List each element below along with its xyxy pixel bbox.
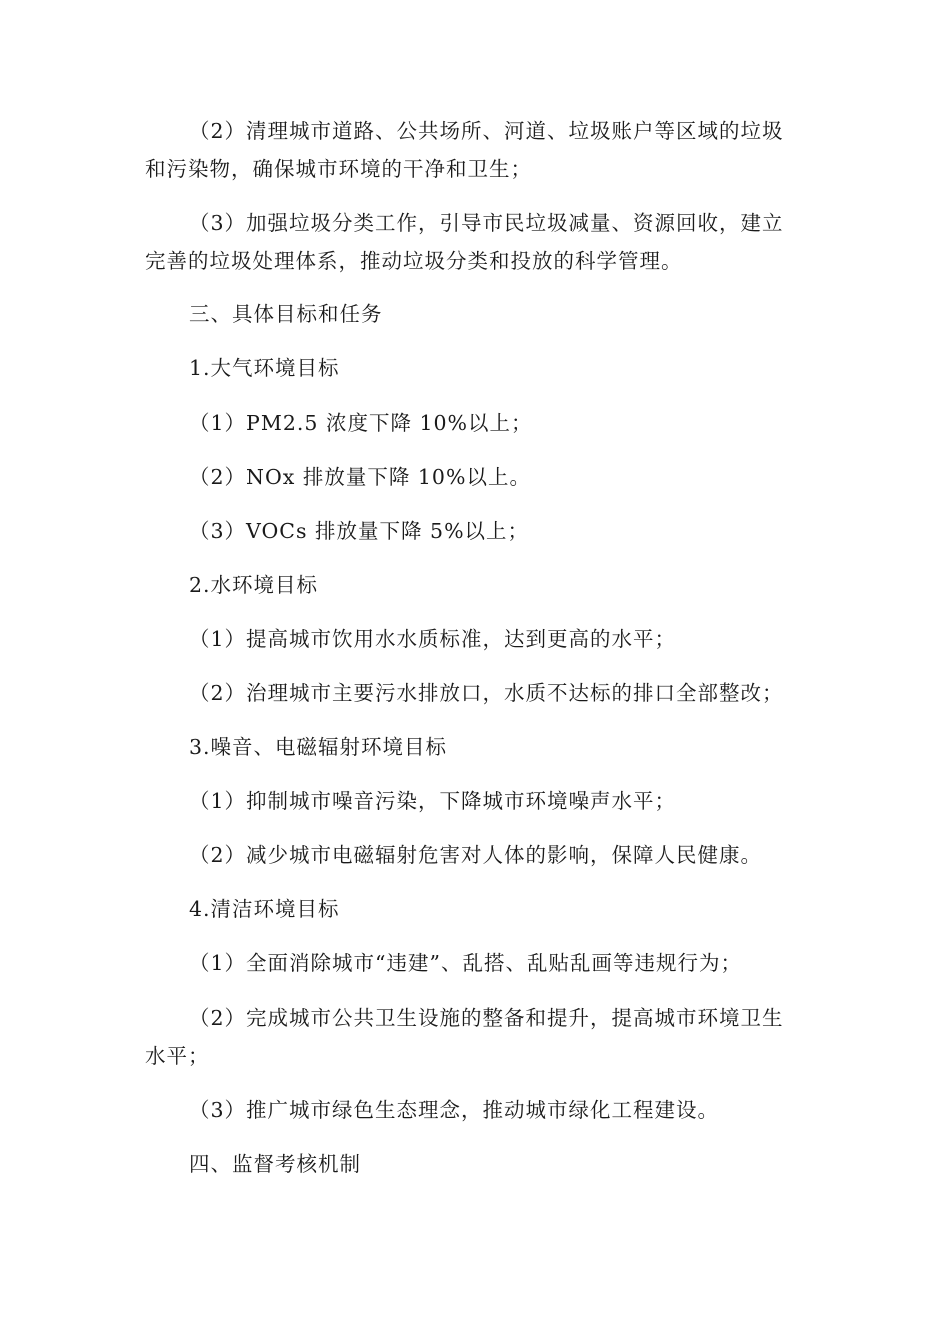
list-item-sewage-outlets: （2）治理城市主要污水排放口，水质不达标的排口全部整改；	[189, 681, 784, 705]
subheading-clean: 4.清洁环境目标	[189, 897, 340, 921]
list-item-vocs: （3）VOCs 排放量下降 5%以上；	[189, 519, 530, 543]
subheading-water: 2.水环境目标	[189, 573, 319, 597]
list-item-sanitation-facilities: （2）完成城市公共卫生设施的整备和提升，提高城市环境卫生水平；	[145, 1006, 784, 1068]
list-item-pm25: （1）PM2.5 浓度下降 10%以上；	[189, 411, 533, 435]
list-item-noise: （1）抑制城市噪音污染，下降城市环境噪声水平；	[189, 789, 677, 813]
section-heading-4: 四、监督考核机制	[189, 1152, 361, 1176]
paragraph-waste-sorting: （3）加强垃圾分类工作，引导市民垃圾减量、资源回收，建立完善的垃圾处理体系，推动垃圾分类和投放的科学管理。	[145, 211, 784, 273]
subheading-noise-emr: 3.噪音、电磁辐射环境目标	[189, 735, 448, 759]
section-heading-3: 三、具体目标和任务	[189, 302, 383, 326]
list-item-nox: （2）NOx 排放量下降 10%以上。	[189, 465, 531, 489]
paragraph-cleanup-roads: （2）清理城市道路、公共场所、河道、垃圾账户等区域的垃圾和污染物，确保城市环境的干净和卫生；	[145, 119, 784, 181]
list-item-drinking-water: （1）提高城市饮用水水质标准，达到更高的水平；	[189, 627, 677, 651]
list-item-emr: （2）减少城市电磁辐射危害对人体的影响，保障人民健康。	[189, 843, 763, 867]
list-item-green-ecology: （3）推广城市绿色生态理念，推动城市绿化工程建设。	[189, 1098, 720, 1122]
subheading-air: 1.大气环境目标	[189, 356, 340, 380]
list-item-illegal-construction: （1）全面消除城市“违建”、乱搭、乱贴乱画等违规行为；	[189, 951, 743, 975]
